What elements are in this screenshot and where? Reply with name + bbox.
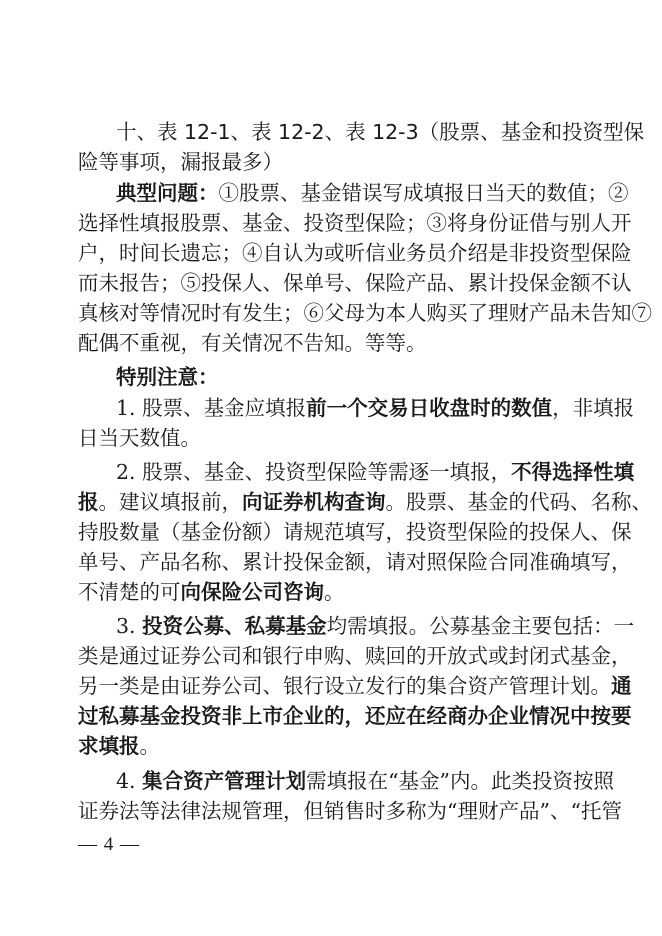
note-3-suffix: 均需填报。公募基金主要包括：一 [326,614,635,638]
typical-problems-line-4: 而未报告；⑤投保人、保单号、保险产品、累计投保金额不认 [78,271,632,295]
note-2-l5-prefix: 不清楚的可 [78,580,181,604]
note-2-line-4: 单号、产品名称、累计投保金额，请对照保险合同准确填写， [78,550,632,574]
note-4-number: 4. [116,769,143,793]
note-2-mid: 。建议填报前， [98,490,242,514]
note-2-line-1 [116,457,635,487]
section-heading-line-1: 十、表 12-1、表 12-2、表 12-3（股票、基金和投资型保 [116,120,645,144]
note-2-l5-suffix: 。 [324,580,345,604]
note-3-line-1 [116,611,635,641]
note-2-emphasis-1-cont: 报 [78,490,99,514]
note-3-l5-suffix: 。 [139,734,160,758]
typical-problems-line-2: 选择性填报股票、基金、投资型保险；③将身份证借与别人开 [78,211,632,235]
note-2-emphasis-2: 向证券机构查询 [242,490,386,514]
note-1-line-1 [116,393,635,423]
note-3-number: 3. [116,614,143,638]
typical-problems-line-5: 真核对等情况时有发生；⑥父母为本人购买了理财产品未告知⑦ [78,301,652,325]
note-3-emphasis-1: 投资公募、私募基金 [142,614,327,638]
note-4-line-2: 证券法等法律法规管理，但销售时多称为“理财产品”、“托管 [78,799,622,823]
note-2-prefix: 2. 股票、基金、投资型保险等需逐一填报， [116,460,512,484]
special-notes-label: 特别注意： [116,365,219,389]
typical-problems-text: ①股票、基金错误写成填报日当天的数值；② [218,181,629,205]
section-heading-line-2: 险等事项，漏报最多） [78,150,283,174]
note-2-suffix: 。股票、基金的代码、名称、 [385,490,652,514]
note-3-line-5 [78,731,584,761]
note-2-line-5 [78,577,584,607]
note-2-line-3: 持股数量（基金份额）请规范填写，投资型保险的投保人、保 [78,520,632,544]
note-2-emphasis-3: 向保险公司咨询 [180,580,324,604]
note-1-line-2: 日当天数值。 [78,426,201,450]
note-3-emphasis-2-end: 求填报 [78,734,140,758]
note-3-line-3 [78,671,632,701]
note-3-l3-prefix: 另一类是由证券公司、银行设立发行的集合资产管理计划。 [78,674,611,698]
note-1-prefix: 1. 股票、基金应填报 [116,396,307,420]
typical-problems-line-6: 配偶不重视，有关情况不告知。等等。 [78,331,427,355]
note-4-line-1 [116,766,615,796]
note-3-line-4: 过私募基金投资非上市企业的，还应在经商办企业情况中按要 [78,704,632,728]
page-number: — 4 — [78,834,140,855]
typical-problems-line-1 [116,178,629,208]
note-4-suffix: 需填报在“基金”内。此类投资按照 [306,769,615,793]
note-3-emphasis-2: 通 [611,674,632,698]
typical-problems-line-3: 户，时间长遗忘；④自认为或听信业务员介绍是非投资型保险 [78,241,632,265]
note-1-emphasis: 前一个交易日收盘时的数值 [306,396,553,420]
note-2-emphasis-1: 不得选择性填 [511,460,635,484]
note-1-suffix: ，非填报 [552,396,635,420]
note-4-emphasis: 集合资产管理计划 [142,769,307,793]
note-3-line-2: 类是通过证券公司和银行申购、赎回的开放式或封闭式基金， [78,644,632,668]
typical-problems-label: 典型问题： [116,181,219,205]
note-2-line-2 [78,487,652,517]
